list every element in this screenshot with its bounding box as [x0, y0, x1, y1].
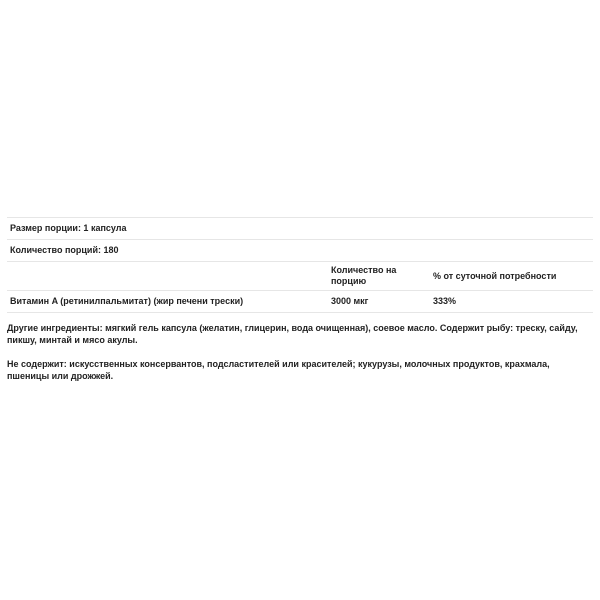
supplement-facts-table: [7, 217, 593, 313]
does-not-contain: Не содержит: искусственных консервантов, подсластителей или красителей; кукурузы, молочных продуктов, крахмала, пшеницы или дрожжей.: [7, 359, 550, 381]
other-ingredients: Другие ингредиенты: мягкий гель капсула (желатин, глицерин, вода очищенная), соевое масло. Содержит рыбу: треску, сайду, пикшу, минтай и мясо акулы.: [7, 323, 578, 345]
table-row: [7, 291, 593, 313]
servings-row: [7, 240, 593, 262]
nutrient-name: Витамин A (ретинилпальмитат) (жир печени трески): [7, 291, 328, 313]
daily-value-header: % от суточной потребности: [430, 262, 593, 291]
serving-size-row: [7, 218, 593, 240]
nutrient-daily-value: 333%: [430, 291, 593, 313]
nutrient-amount: 3000 мкг: [328, 291, 430, 313]
servings-per-container: Количество порций: 180: [7, 240, 593, 262]
amount-header: Количество на порцию: [328, 262, 430, 291]
table-header-row: [7, 262, 593, 291]
serving-size: Размер порции: 1 капсула: [7, 218, 593, 240]
